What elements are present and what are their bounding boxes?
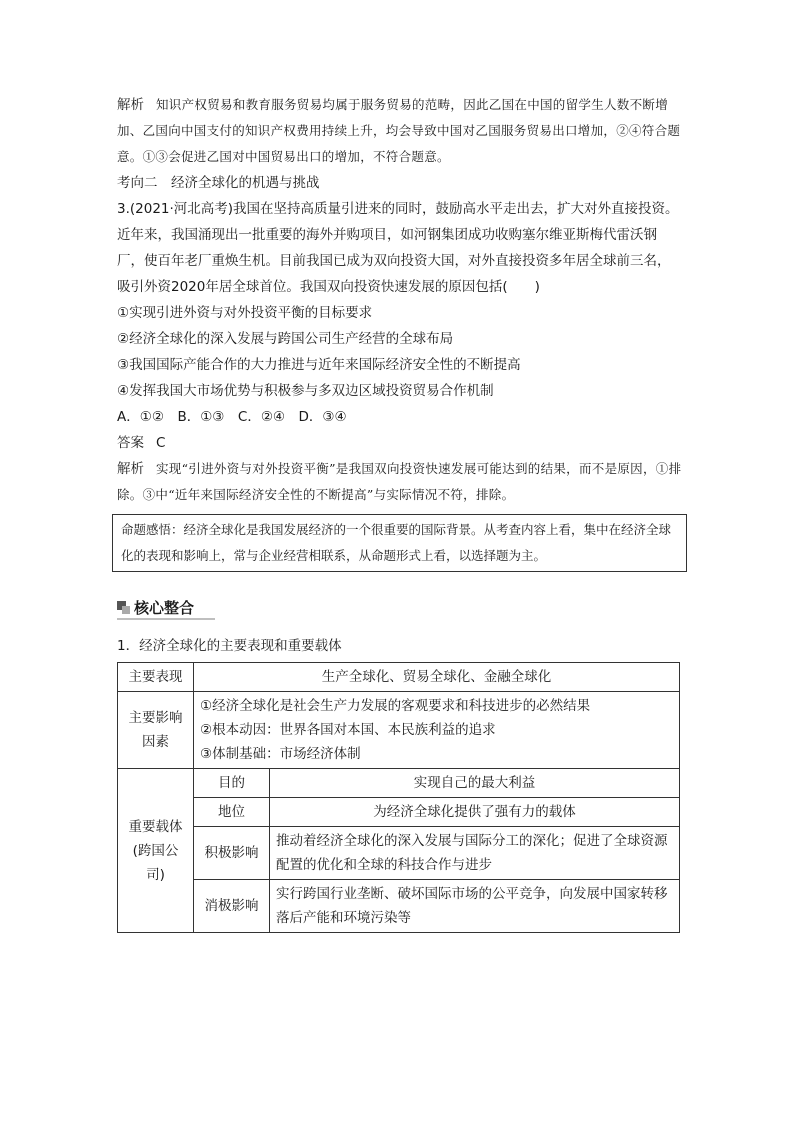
answer-value: C xyxy=(156,435,166,451)
table-line: ①经济全球化是社会生产力发展的客观要求和科技进步的必然结果 xyxy=(200,698,591,714)
summary-table xyxy=(117,662,680,933)
analysis-label-2: 解析 xyxy=(117,461,144,477)
table-cell: 主要影响因素 xyxy=(118,692,194,769)
table-cell: 生产全球化、贸易全球化、金融全球化 xyxy=(194,663,680,692)
table-row xyxy=(118,663,680,692)
table-cell: 地位 xyxy=(194,798,270,827)
question-choices: A．①② B．①③ C．②④ D．③④ xyxy=(117,409,347,425)
question-stem: 3.(2021·河北高考)我国在坚持高质量引进来的同时，鼓励高水平走出去，扩大对外直接投资。近年来，我国涌现出一批重要的海外并购项目，如河钢集团成功收购塞尔维亚斯梅代雷沃钢厂，使百年老厂重焕生机。目前我国已成为双向投资大国，对外直接投资多年居全球前三名，吸引外资2020年居全球首位。我国双向投资快速发展的原因包括( ) xyxy=(117,201,679,295)
answer-line xyxy=(117,430,682,456)
table-cell: 推动着经济全球化的深入发展与国际分工的深化；促进了全球资源配置的优化和全球的科技合作与进步 xyxy=(270,827,680,880)
section-square-icon xyxy=(117,601,130,614)
question-option: ②经济全球化的深入发展与跨国公司生产经营的全球布局 xyxy=(117,331,454,347)
question-option: ④发挥我国大市场优势与积极参与多双边区域投资贸易合作机制 xyxy=(117,383,494,399)
answer-label: 答案 xyxy=(117,435,144,451)
table-row xyxy=(118,798,680,827)
table-cell: 实行跨国行业垄断、破坏国际市场的公平竞争，向发展中国家转移落后产能和环境污染等 xyxy=(270,880,680,933)
document-page xyxy=(117,92,682,933)
table-row xyxy=(118,692,680,769)
table-cell xyxy=(194,692,680,769)
table-row xyxy=(118,769,680,798)
direction-title: 经济全球化的机遇与挑战 xyxy=(171,175,320,191)
table-cell: 目的 xyxy=(194,769,270,798)
table-cell: 消极影响 xyxy=(194,880,270,933)
question-option: ①实现引进外资与对外投资平衡的目标要求 xyxy=(117,305,373,321)
analysis-text-2: 实现“引进外资与对外投资平衡”是我国双向投资快速发展可能达到的结果，而不是原因，①排除。③中“近年来国际经济安全性的不断提高”与实际情况不符，排除。 xyxy=(117,461,682,502)
analysis-text: 知识产权贸易和教育服务贸易均属于服务贸易的范畴，因此乙国在中国的留学生人数不断增加、乙国向中国支付的知识产权费用持续上升，均会导致中国对乙国服务贸易出口增加，②④符合题意。①③会促进乙国对中国贸易出口的增加，不符合题意。 xyxy=(117,97,681,164)
section-heading xyxy=(117,596,215,620)
table-row xyxy=(118,880,680,933)
direction-heading xyxy=(117,170,682,196)
analysis-label: 解析 xyxy=(117,97,144,113)
table-cell: 积极影响 xyxy=(194,827,270,880)
table-line: ②根本动因：世界各国对本国、本民族利益的追求 xyxy=(200,722,496,738)
subsection-title: 1．经济全球化的主要表现和重要载体 xyxy=(117,638,342,654)
table-cell: 主要表现 xyxy=(118,663,194,692)
question-option: ③我国国际产能合作的大力推进与近年来国际经济安全性的不断提高 xyxy=(117,357,521,373)
section-title: 核心整合 xyxy=(134,598,195,617)
analysis-paragraph-2 xyxy=(117,456,682,508)
table-row xyxy=(118,827,680,880)
direction-label: 考向二 xyxy=(117,175,158,191)
insight-note-box: 命题感悟：经济全球化是我国发展经济的一个很重要的国际背景。从考查内容上看，集中在经济全球化的表现和影响上，常与企业经营相联系，从命题形式上看，以选择题为主。 xyxy=(112,514,687,572)
table-cell: 为经济全球化提供了强有力的载体 xyxy=(270,798,680,827)
analysis-paragraph xyxy=(117,92,682,170)
table-line: ③体制基础：市场经济体制 xyxy=(200,746,361,762)
table-cell: 实现自己的最大利益 xyxy=(270,769,680,798)
table-cell: 重要载体(跨国公司) xyxy=(118,769,194,933)
